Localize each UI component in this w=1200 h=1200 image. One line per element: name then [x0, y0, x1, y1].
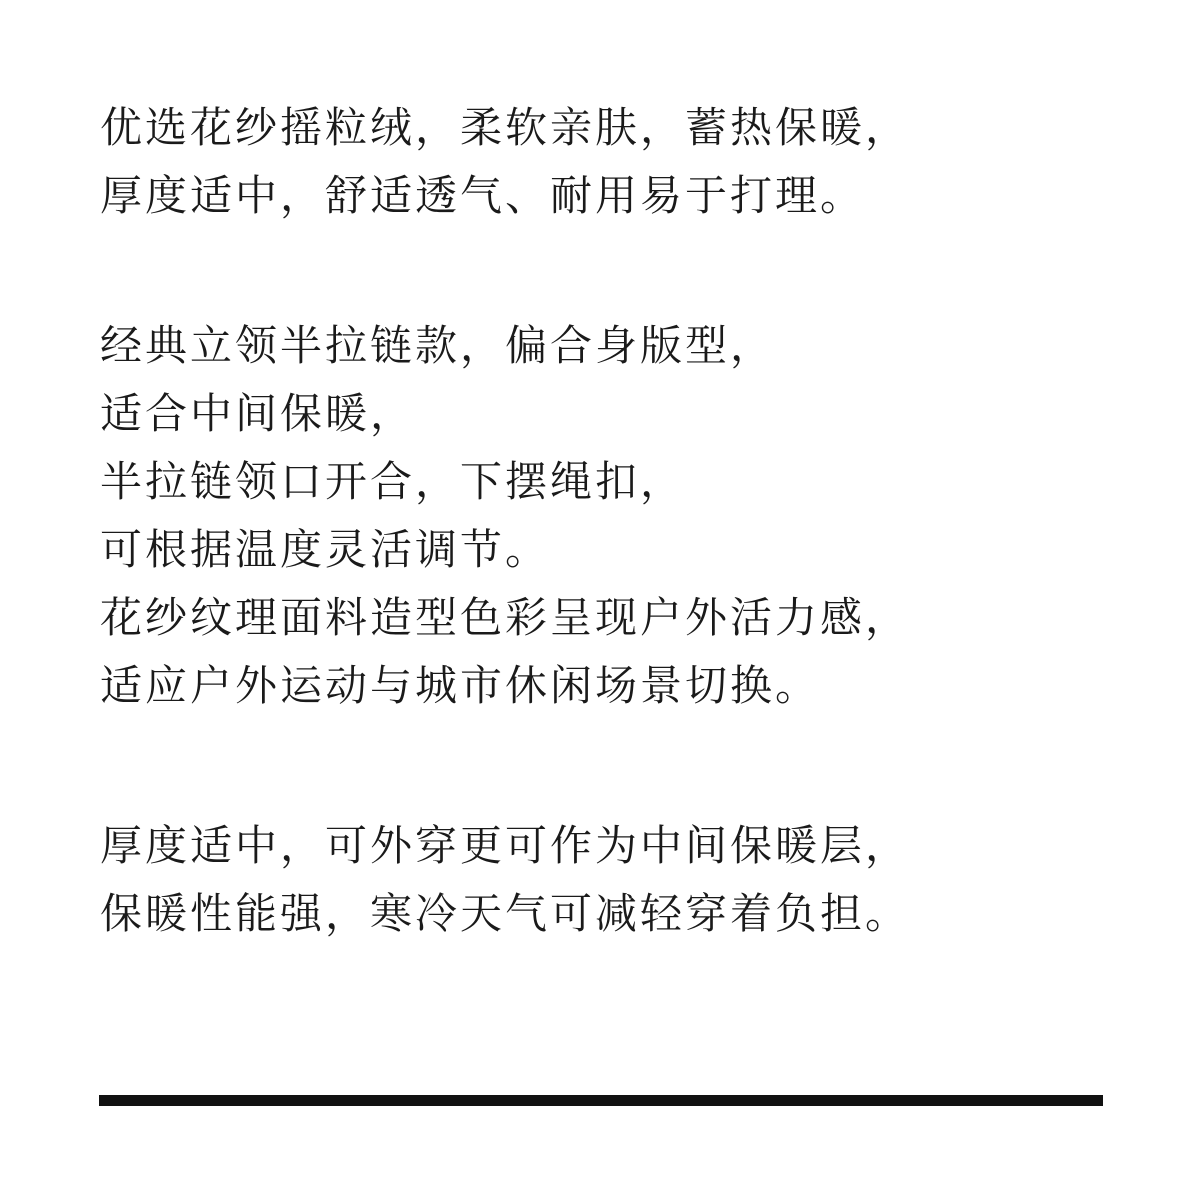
text-line: 适应户外运动与城市休闲场景切换。: [100, 661, 821, 710]
paragraph-design: [100, 312, 910, 720]
text-line: 厚度适中，舒适透气、耐用易于打理。: [100, 171, 866, 220]
text-line: 优选花纱摇粒绒，柔软亲肤，蓄热保暖，: [100, 103, 911, 152]
text-line: 半拉链领口开合，下摆绳扣，: [100, 457, 686, 506]
paragraph-fabric: [100, 94, 910, 230]
text-line: 经典立领半拉链款，偏合身版型，: [100, 321, 776, 370]
text-line: 可根据温度灵活调节。: [100, 525, 551, 574]
text-line: 厚度适中，可外穿更可作为中间保暖层，: [100, 821, 911, 870]
bottom-divider: [99, 1095, 1103, 1106]
text-line: 保暖性能强，寒冷天气可减轻穿着负担。: [100, 889, 911, 938]
text-line: 花纱纹理面料造型色彩呈现户外活力感，: [100, 593, 911, 642]
text-line: 适合中间保暖，: [100, 389, 416, 438]
paragraph-warmth: [100, 812, 910, 948]
